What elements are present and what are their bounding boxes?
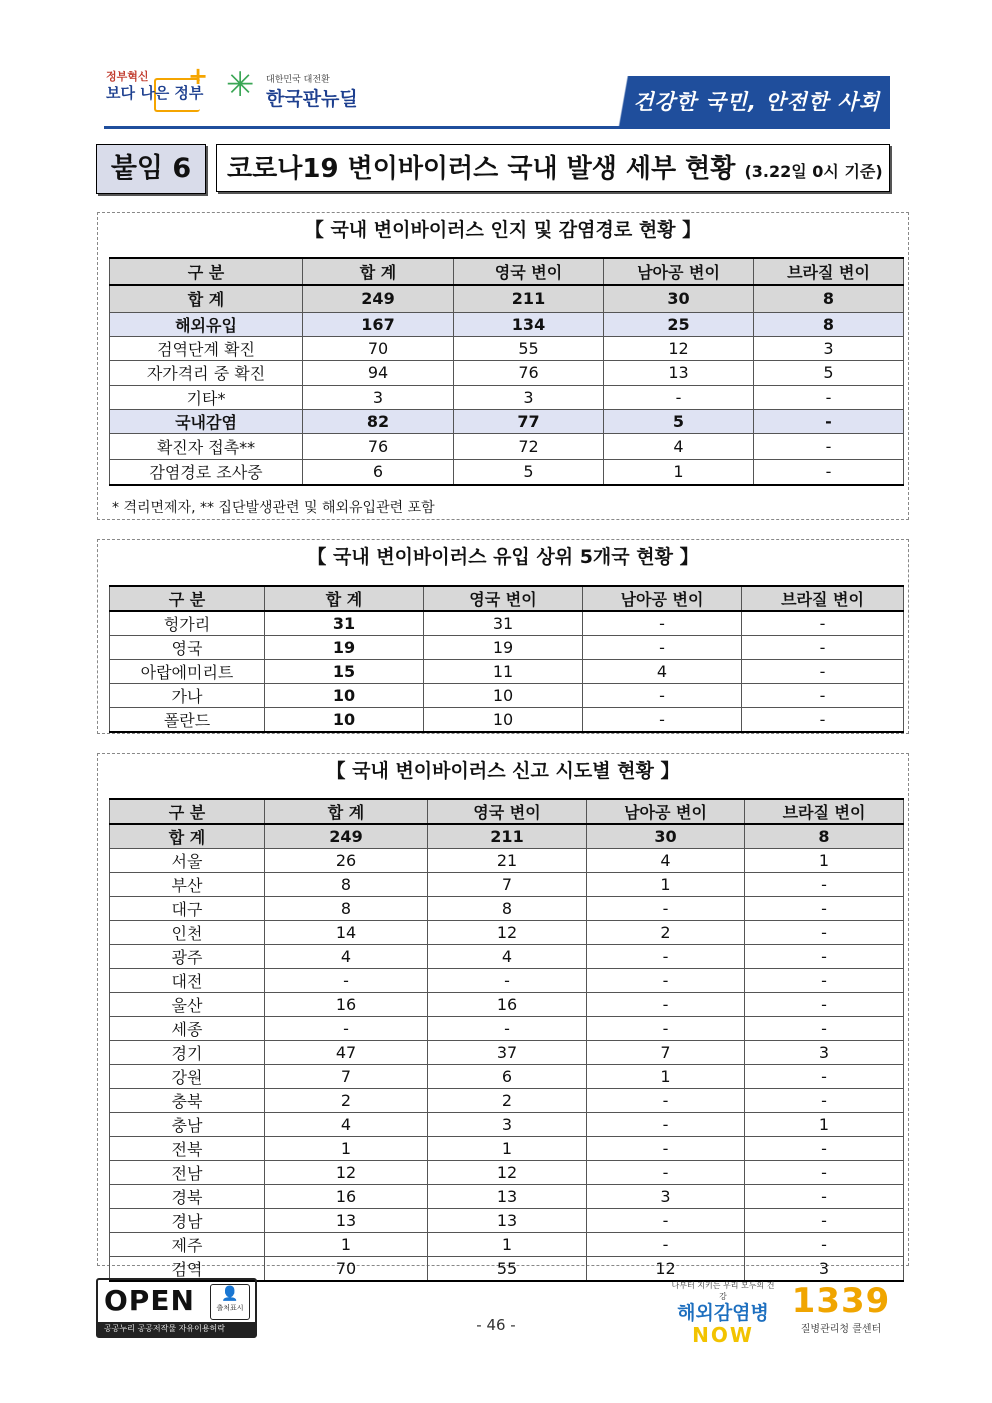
cell-value: 94 xyxy=(303,360,454,385)
cell-value: 30 xyxy=(587,824,745,849)
section2-heading: 【 국내 변이바이러스 유입 상위 5개국 현황 】 xyxy=(307,546,699,568)
column-header: 남아공 변이 xyxy=(583,586,742,611)
cell-value: 2 xyxy=(587,921,745,945)
column-header: 합 계 xyxy=(303,258,454,285)
column-header: 구 분 xyxy=(110,799,265,824)
cell-value: 211 xyxy=(428,824,587,849)
route-status-table xyxy=(109,257,904,486)
section3-heading: 【 국내 변이바이러스 신고 시도별 현황 】 xyxy=(326,760,680,782)
cell-value: 55 xyxy=(454,336,604,360)
slogan-text: 건강한 국민, 안전한 사회 xyxy=(633,90,880,114)
row-label: 합 계 xyxy=(110,285,303,312)
cell-value: 19 xyxy=(265,636,424,660)
cell-value: - xyxy=(745,969,904,993)
total-row xyxy=(110,824,904,849)
cell-value: - xyxy=(583,708,742,733)
row-label: 제주 xyxy=(110,1233,265,1257)
table-row xyxy=(110,873,904,897)
table-row xyxy=(110,921,904,945)
row-label: 경기 xyxy=(110,1041,265,1065)
row-label: 헝가리 xyxy=(110,611,265,636)
table-row xyxy=(110,336,904,360)
table-row xyxy=(110,1233,904,1257)
cell-value: 3 xyxy=(587,1185,745,1209)
row-label: 확진자 접촉** xyxy=(110,433,303,459)
column-header: 남아공 변이 xyxy=(587,799,745,824)
header-divider xyxy=(104,126,890,129)
cell-value: 10 xyxy=(265,708,424,733)
cell-value: 6 xyxy=(428,1065,587,1089)
table-row xyxy=(110,385,904,409)
table-row xyxy=(110,1041,904,1065)
logo-1339-number: 1339 xyxy=(791,1281,891,1321)
cell-value: 25 xyxy=(604,312,754,336)
cell-value: 12 xyxy=(428,921,587,945)
column-header: 영국 변이 xyxy=(428,799,587,824)
cell-value: - xyxy=(745,921,904,945)
cell-value: 16 xyxy=(428,993,587,1017)
row-label: 검역단계 확진 xyxy=(110,336,303,360)
logo-1339-caption: 질병관리청 콜센터 xyxy=(800,1324,882,1335)
cell-value: 2 xyxy=(428,1089,587,1113)
cell-value: 82 xyxy=(303,409,454,433)
cell-value: 77 xyxy=(454,409,604,433)
table-header-row xyxy=(110,799,904,824)
cell-value: 13 xyxy=(604,360,754,385)
cell-value: 26 xyxy=(265,849,428,873)
cell-value: - xyxy=(587,1161,745,1185)
cell-value: 37 xyxy=(428,1041,587,1065)
table-header-row xyxy=(110,586,904,611)
cell-value: 7 xyxy=(428,873,587,897)
logo-travel-a-text: 해외감염병 xyxy=(677,1302,769,1324)
kogl-bar-text: 공공누리 공공저작물 자유이용허락 xyxy=(98,1322,255,1336)
cell-value: 4 xyxy=(265,1113,428,1137)
section-top5-countries xyxy=(97,539,909,734)
cell-value: 12 xyxy=(265,1161,428,1185)
row-label: 경남 xyxy=(110,1209,265,1233)
row-label: 자가격리 중 확진 xyxy=(110,360,303,385)
call-center-1339-logo xyxy=(786,1282,896,1338)
logo-travel-b-text: NOW xyxy=(692,1323,754,1347)
cell-value: 3 xyxy=(754,336,904,360)
table-row xyxy=(110,1137,904,1161)
row-label: 강원 xyxy=(110,1065,265,1089)
cell-value: - xyxy=(745,1233,904,1257)
row-label: 인천 xyxy=(110,921,265,945)
cell-value: 5 xyxy=(754,360,904,385)
overseas-infectious-disease-logo xyxy=(668,1280,778,1347)
row-label: 대전 xyxy=(110,969,265,993)
cell-value: - xyxy=(745,945,904,969)
slogan-banner xyxy=(590,76,890,126)
cell-value: 249 xyxy=(303,285,454,312)
cell-value: 1 xyxy=(587,873,745,897)
cell-value: 19 xyxy=(424,636,583,660)
table-row xyxy=(110,684,904,708)
cell-value: 13 xyxy=(428,1209,587,1233)
cell-value: 8 xyxy=(428,897,587,921)
cell-value: 1 xyxy=(428,1233,587,1257)
table-row xyxy=(110,660,904,684)
cell-value: 5 xyxy=(454,459,604,485)
cell-value: - xyxy=(587,1209,745,1233)
logo-deal-sub-text: 대한민국 대전환 xyxy=(266,75,330,85)
cell-value: 76 xyxy=(303,433,454,459)
attribution-badge-text: 출처표시 xyxy=(216,1304,244,1312)
cell-value: - xyxy=(742,660,904,684)
row-label: 세종 xyxy=(110,1017,265,1041)
column-header: 구 분 xyxy=(110,258,303,285)
table-row xyxy=(110,969,904,993)
column-header: 합 계 xyxy=(265,586,424,611)
cell-value: - xyxy=(745,1017,904,1041)
cell-value: 55 xyxy=(428,1257,587,1282)
cell-value: - xyxy=(742,611,904,636)
cell-value: 2 xyxy=(265,1089,428,1113)
cell-value: 7 xyxy=(265,1065,428,1089)
table-row xyxy=(110,897,904,921)
row-label: 전북 xyxy=(110,1137,265,1161)
cell-value: - xyxy=(265,969,428,993)
cell-value: - xyxy=(742,636,904,660)
table-row xyxy=(110,993,904,1017)
top5-countries-table xyxy=(109,585,904,733)
cell-value: - xyxy=(745,1209,904,1233)
cell-value: 8 xyxy=(745,824,904,849)
table-row xyxy=(110,611,904,636)
table-row xyxy=(110,433,904,459)
row-label: 검역 xyxy=(110,1257,265,1282)
cell-value: 167 xyxy=(303,312,454,336)
cell-value: - xyxy=(428,1017,587,1041)
cell-value: - xyxy=(745,1137,904,1161)
cell-value: 1 xyxy=(265,1233,428,1257)
cell-value: 1 xyxy=(428,1137,587,1161)
cell-value: 1 xyxy=(587,1065,745,1089)
cell-value: 4 xyxy=(583,660,742,684)
column-header: 영국 변이 xyxy=(424,586,583,611)
star-burst-icon: ✳ xyxy=(226,65,255,105)
cell-value: 76 xyxy=(454,360,604,385)
cell-value: 16 xyxy=(265,993,428,1017)
cell-value: 70 xyxy=(265,1257,428,1282)
logo-travel-small-text: 나부터 지키는 우리 모두의 건강 xyxy=(671,1281,775,1301)
cell-value: 3 xyxy=(303,385,454,409)
cell-value: 3 xyxy=(454,385,604,409)
cell-value: 15 xyxy=(265,660,424,684)
attribution-badge xyxy=(210,1284,250,1320)
cell-value: 12 xyxy=(604,336,754,360)
row-label: 기타* xyxy=(110,385,303,409)
cell-value: 21 xyxy=(428,849,587,873)
cell-value: 7 xyxy=(587,1041,745,1065)
cell-value: 10 xyxy=(424,708,583,733)
table-row xyxy=(110,1185,904,1209)
cell-value: - xyxy=(587,993,745,1017)
row-label: 영국 xyxy=(110,636,265,660)
page-title xyxy=(216,144,890,192)
cell-value: 8 xyxy=(754,312,904,336)
table-row xyxy=(110,636,904,660)
row-label: 합 계 xyxy=(110,824,265,849)
footnote: * 격리면제자, ** 집단발생관련 및 해외유입관련 포함 xyxy=(112,500,435,516)
cell-value: 13 xyxy=(265,1209,428,1233)
row-label: 광주 xyxy=(110,945,265,969)
cell-value: - xyxy=(754,433,904,459)
row-label: 가나 xyxy=(110,684,265,708)
page-title-date: (3.22일 0시 기준) xyxy=(744,162,883,181)
table-row xyxy=(110,1209,904,1233)
row-label: 충북 xyxy=(110,1089,265,1113)
cell-value: 70 xyxy=(303,336,454,360)
cell-value: 1 xyxy=(265,1137,428,1161)
table-row xyxy=(110,1089,904,1113)
row-label: 전남 xyxy=(110,1161,265,1185)
cell-value: 5 xyxy=(604,409,754,433)
cell-value: 211 xyxy=(454,285,604,312)
cell-value: - xyxy=(745,1089,904,1113)
cell-value: - xyxy=(587,897,745,921)
row-label: 국내감염 xyxy=(110,409,303,433)
cell-value: - xyxy=(587,945,745,969)
row-label: 감염경로 조사중 xyxy=(110,459,303,485)
table-row xyxy=(110,708,904,733)
cell-value: - xyxy=(742,684,904,708)
column-header: 구 분 xyxy=(110,586,265,611)
logo-gov-small-text: 정부혁신 xyxy=(106,70,149,83)
cell-value: - xyxy=(742,708,904,733)
cell-value: - xyxy=(745,1161,904,1185)
cell-value: 1 xyxy=(745,1113,904,1137)
cell-value: - xyxy=(745,873,904,897)
column-header: 브라질 변이 xyxy=(742,586,904,611)
cell-value: - xyxy=(745,897,904,921)
column-header: 영국 변이 xyxy=(454,258,604,285)
cell-value: - xyxy=(428,969,587,993)
cell-value: 249 xyxy=(265,824,428,849)
cell-value: 16 xyxy=(265,1185,428,1209)
cell-value: 6 xyxy=(303,459,454,485)
table-row xyxy=(110,459,904,485)
row-label: 해외유입 xyxy=(110,312,303,336)
page-title-main: 코로나19 변이바이러스 국내 발생 세부 현황 xyxy=(227,154,745,184)
cell-value: 12 xyxy=(428,1161,587,1185)
table-row xyxy=(110,945,904,969)
table-row xyxy=(110,360,904,385)
cell-value: 31 xyxy=(265,611,424,636)
table-row xyxy=(110,1113,904,1137)
government-innovation-logo xyxy=(104,64,214,114)
cell-value: 13 xyxy=(428,1185,587,1209)
cell-value: 47 xyxy=(265,1041,428,1065)
row-label: 부산 xyxy=(110,873,265,897)
cell-value: 4 xyxy=(428,945,587,969)
row-label: 아랍에미리트 xyxy=(110,660,265,684)
cell-value: 30 xyxy=(604,285,754,312)
cell-value: 8 xyxy=(754,285,904,312)
table-row xyxy=(110,1161,904,1185)
cell-value: - xyxy=(587,1089,745,1113)
table-row xyxy=(110,849,904,873)
logo-deal-name-text: 한국판뉴딜 xyxy=(266,88,358,110)
cell-value: - xyxy=(754,385,904,409)
cell-value: 8 xyxy=(265,897,428,921)
cell-value: 14 xyxy=(265,921,428,945)
cell-value: - xyxy=(745,993,904,1017)
cell-value: 1 xyxy=(604,459,754,485)
cell-value: - xyxy=(745,1065,904,1089)
cell-value: 8 xyxy=(265,873,428,897)
cell-value: 4 xyxy=(265,945,428,969)
logo-gov-big-text: 보다 나은 정부 xyxy=(106,84,204,102)
cell-value: 1 xyxy=(745,849,904,873)
cell-value: 31 xyxy=(424,611,583,636)
section-route-status xyxy=(97,212,909,520)
cell-value: - xyxy=(583,611,742,636)
cell-value: 10 xyxy=(265,684,424,708)
cell-value: - xyxy=(587,1017,745,1041)
cell-value: 3 xyxy=(745,1041,904,1065)
cell-value: - xyxy=(587,969,745,993)
page-number: - 46 - xyxy=(476,1316,516,1334)
table-row xyxy=(110,409,904,433)
row-label: 서울 xyxy=(110,849,265,873)
cell-value: 4 xyxy=(587,849,745,873)
table-row xyxy=(110,285,904,312)
row-label: 폴란드 xyxy=(110,708,265,733)
row-label: 충남 xyxy=(110,1113,265,1137)
row-label: 대구 xyxy=(110,897,265,921)
cell-value: 3 xyxy=(745,1257,904,1282)
attachment-tag: 붙임 6 xyxy=(96,144,206,194)
cell-value: - xyxy=(754,459,904,485)
plus-icon: + xyxy=(188,62,209,90)
cell-value: - xyxy=(587,1137,745,1161)
cell-value: - xyxy=(265,1017,428,1041)
kogl-open-text: OPEN xyxy=(104,1284,195,1317)
table-row xyxy=(110,1017,904,1041)
table-row xyxy=(110,1065,904,1089)
cell-value: 3 xyxy=(428,1113,587,1137)
korean-new-deal-logo xyxy=(226,65,366,112)
table-row xyxy=(110,312,904,336)
cell-value: 4 xyxy=(604,433,754,459)
cell-value: - xyxy=(583,684,742,708)
column-header: 브라질 변이 xyxy=(745,799,904,824)
person-icon: 👤 xyxy=(221,1286,239,1302)
cell-value: - xyxy=(604,385,754,409)
cell-value: 12 xyxy=(587,1257,745,1282)
row-label: 경북 xyxy=(110,1185,265,1209)
page-header xyxy=(104,62,890,126)
cell-value: - xyxy=(583,636,742,660)
cell-value: - xyxy=(587,1233,745,1257)
cell-value: - xyxy=(754,409,904,433)
table-header-row xyxy=(110,258,904,285)
cell-value: 10 xyxy=(424,684,583,708)
region-status-table xyxy=(109,798,904,1282)
section1-heading: 【 국내 변이바이러스 인지 및 감염경로 현황 】 xyxy=(304,219,702,241)
row-label: 울산 xyxy=(110,993,265,1017)
cell-value: 134 xyxy=(454,312,604,336)
cell-value: - xyxy=(587,1113,745,1137)
column-header: 브라질 변이 xyxy=(754,258,904,285)
column-header: 합 계 xyxy=(265,799,428,824)
cell-value: - xyxy=(745,1185,904,1209)
cell-value: 11 xyxy=(424,660,583,684)
column-header: 남아공 변이 xyxy=(604,258,754,285)
cell-value: 72 xyxy=(454,433,604,459)
section-region-status xyxy=(97,753,909,1279)
